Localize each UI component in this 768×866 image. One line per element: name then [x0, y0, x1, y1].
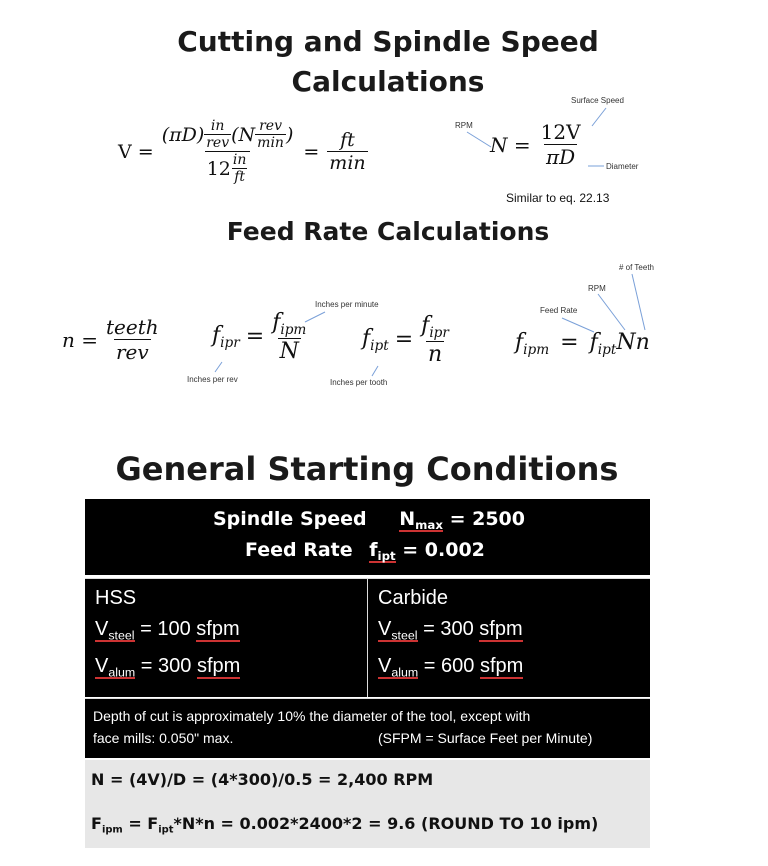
label-inches-per-tooth: Inches per tooth: [330, 378, 388, 387]
pi-d: (πD): [161, 123, 205, 146]
label-rpm-2: RPM: [588, 284, 606, 293]
fipt-equals: =: [394, 327, 414, 353]
frac-min2: min: [329, 152, 366, 174]
title-line-2: Calculations: [291, 65, 485, 98]
label-surface-speed: Surface Speed: [571, 96, 624, 105]
section-title-general-conditions: General Starting Conditions: [115, 450, 619, 488]
fipr-lhs: $f_{ipr}$: [212, 323, 240, 351]
fipm-rhs-f: f: [589, 330, 598, 355]
label-num-teeth: # of Teeth: [619, 263, 654, 272]
calc-rpm: N = (4V)/D = (4*300)/0.5 = 2,400 RPM: [91, 770, 434, 789]
fipm-sub: ipm: [523, 341, 550, 358]
label-feed-rate: Feed Rate: [540, 306, 578, 315]
hss-steel: $V_{steel} = 100$ sfpm: [95, 618, 240, 643]
teeth: teeth: [106, 315, 159, 339]
fipm-f: f: [515, 330, 524, 355]
label-inches-per-minute: Inches per minute: [315, 300, 379, 309]
spindle-speed-label: Spindle Speed: [213, 508, 367, 530]
fipm-num: $f_{ipm}$: [272, 310, 307, 338]
carbide-steel: $V_{steel} = 300$ sfpm: [378, 618, 523, 643]
note-line-2-row: [93, 727, 642, 749]
arrow-num-teeth: [632, 274, 645, 330]
frac-den-ft: ft: [234, 169, 246, 185]
n-teeth-lhs: n =: [62, 327, 98, 352]
den-12: 12: [206, 157, 231, 180]
arrow-inches-per-tooth: [372, 366, 378, 376]
v-equals: =: [303, 140, 320, 163]
n-den: πD: [545, 145, 576, 169]
frac-den-in: in: [232, 152, 247, 168]
hss-title: HSS: [95, 587, 137, 609]
fipt-den: n: [427, 341, 443, 367]
nmax-symbol: $N_{max}$: [399, 508, 443, 533]
arrow-rpm-2: [598, 294, 625, 330]
fipt-value: = 0.002: [402, 539, 485, 561]
carbide-cell: [368, 579, 650, 697]
tool-material-table: [85, 578, 650, 697]
arrow-inches-per-rev: [215, 362, 222, 372]
hss-alum: $V_{alum} = 300$ sfpm: [95, 655, 241, 680]
carbide-alum: $V_{alum} = 600$ sfpm: [378, 655, 524, 680]
spindle-feed-box: [85, 499, 650, 575]
rev: rev: [115, 340, 149, 364]
frac-ft: ft: [340, 129, 355, 151]
feed-rate-row: [245, 539, 485, 563]
frac-rev: rev: [206, 135, 230, 151]
label-diameter: Diameter: [606, 162, 639, 171]
carbide-title: Carbide: [378, 587, 449, 609]
n-close: ): [285, 123, 294, 146]
arrow-inches-per-minute: [305, 312, 325, 322]
n-lhs: N =: [490, 132, 531, 157]
label-inches-per-rev: Inches per rev: [187, 375, 238, 384]
nmax-value: = 2500: [449, 508, 525, 530]
frac-min: min: [257, 135, 284, 151]
v-lhs: V =: [118, 140, 154, 163]
fipt-lhs: $f_{ipt}$: [362, 326, 389, 354]
feed-rate-label: Feed Rate: [245, 539, 353, 561]
note-line-2: face mills: 0.050" max.: [93, 730, 234, 746]
hss-cell: [85, 579, 368, 697]
calc-feed: $F_{ipm} = F_{ipt}*N*n = 0.002*2400*2 = 9.6$ (ROUND TO 10 ipm): [91, 814, 599, 836]
fipr-den: N: [279, 338, 299, 364]
fipm-equals: =: [560, 330, 579, 355]
note-sfpm: (SFPM = Surface Feet per Minute): [378, 730, 593, 746]
label-similar: Similar to eq. 22.13: [506, 191, 610, 205]
frac-in: in: [210, 118, 225, 134]
example-calculation-box: [85, 760, 650, 848]
fipr-equals: =: [245, 324, 265, 350]
depth-of-cut-note: [85, 698, 650, 758]
n-open: (N: [231, 123, 256, 146]
title-line-1: Cutting and Spindle Speed: [177, 25, 599, 58]
fipr-num: $f_{ipr}$: [421, 313, 449, 341]
frac-rev2: rev: [259, 118, 282, 134]
fipt-symbol: $f_{ipt}$: [369, 539, 396, 564]
annotation-arrows-2: [0, 0, 768, 420]
arrow-feed-rate: [562, 318, 594, 332]
n-num: 12V: [540, 120, 581, 144]
section-title-feed-rate: Feed Rate Calculations: [226, 217, 550, 246]
fipm-rhs-tail: Nn: [616, 330, 650, 355]
label-rpm-1: RPM: [455, 121, 473, 130]
note-line-1: Depth of cut is approximately 10% the diameter of the tool, except with: [93, 708, 531, 724]
fipm-rhs-sub: ipt: [597, 341, 617, 358]
spindle-speed-row: [213, 508, 525, 532]
